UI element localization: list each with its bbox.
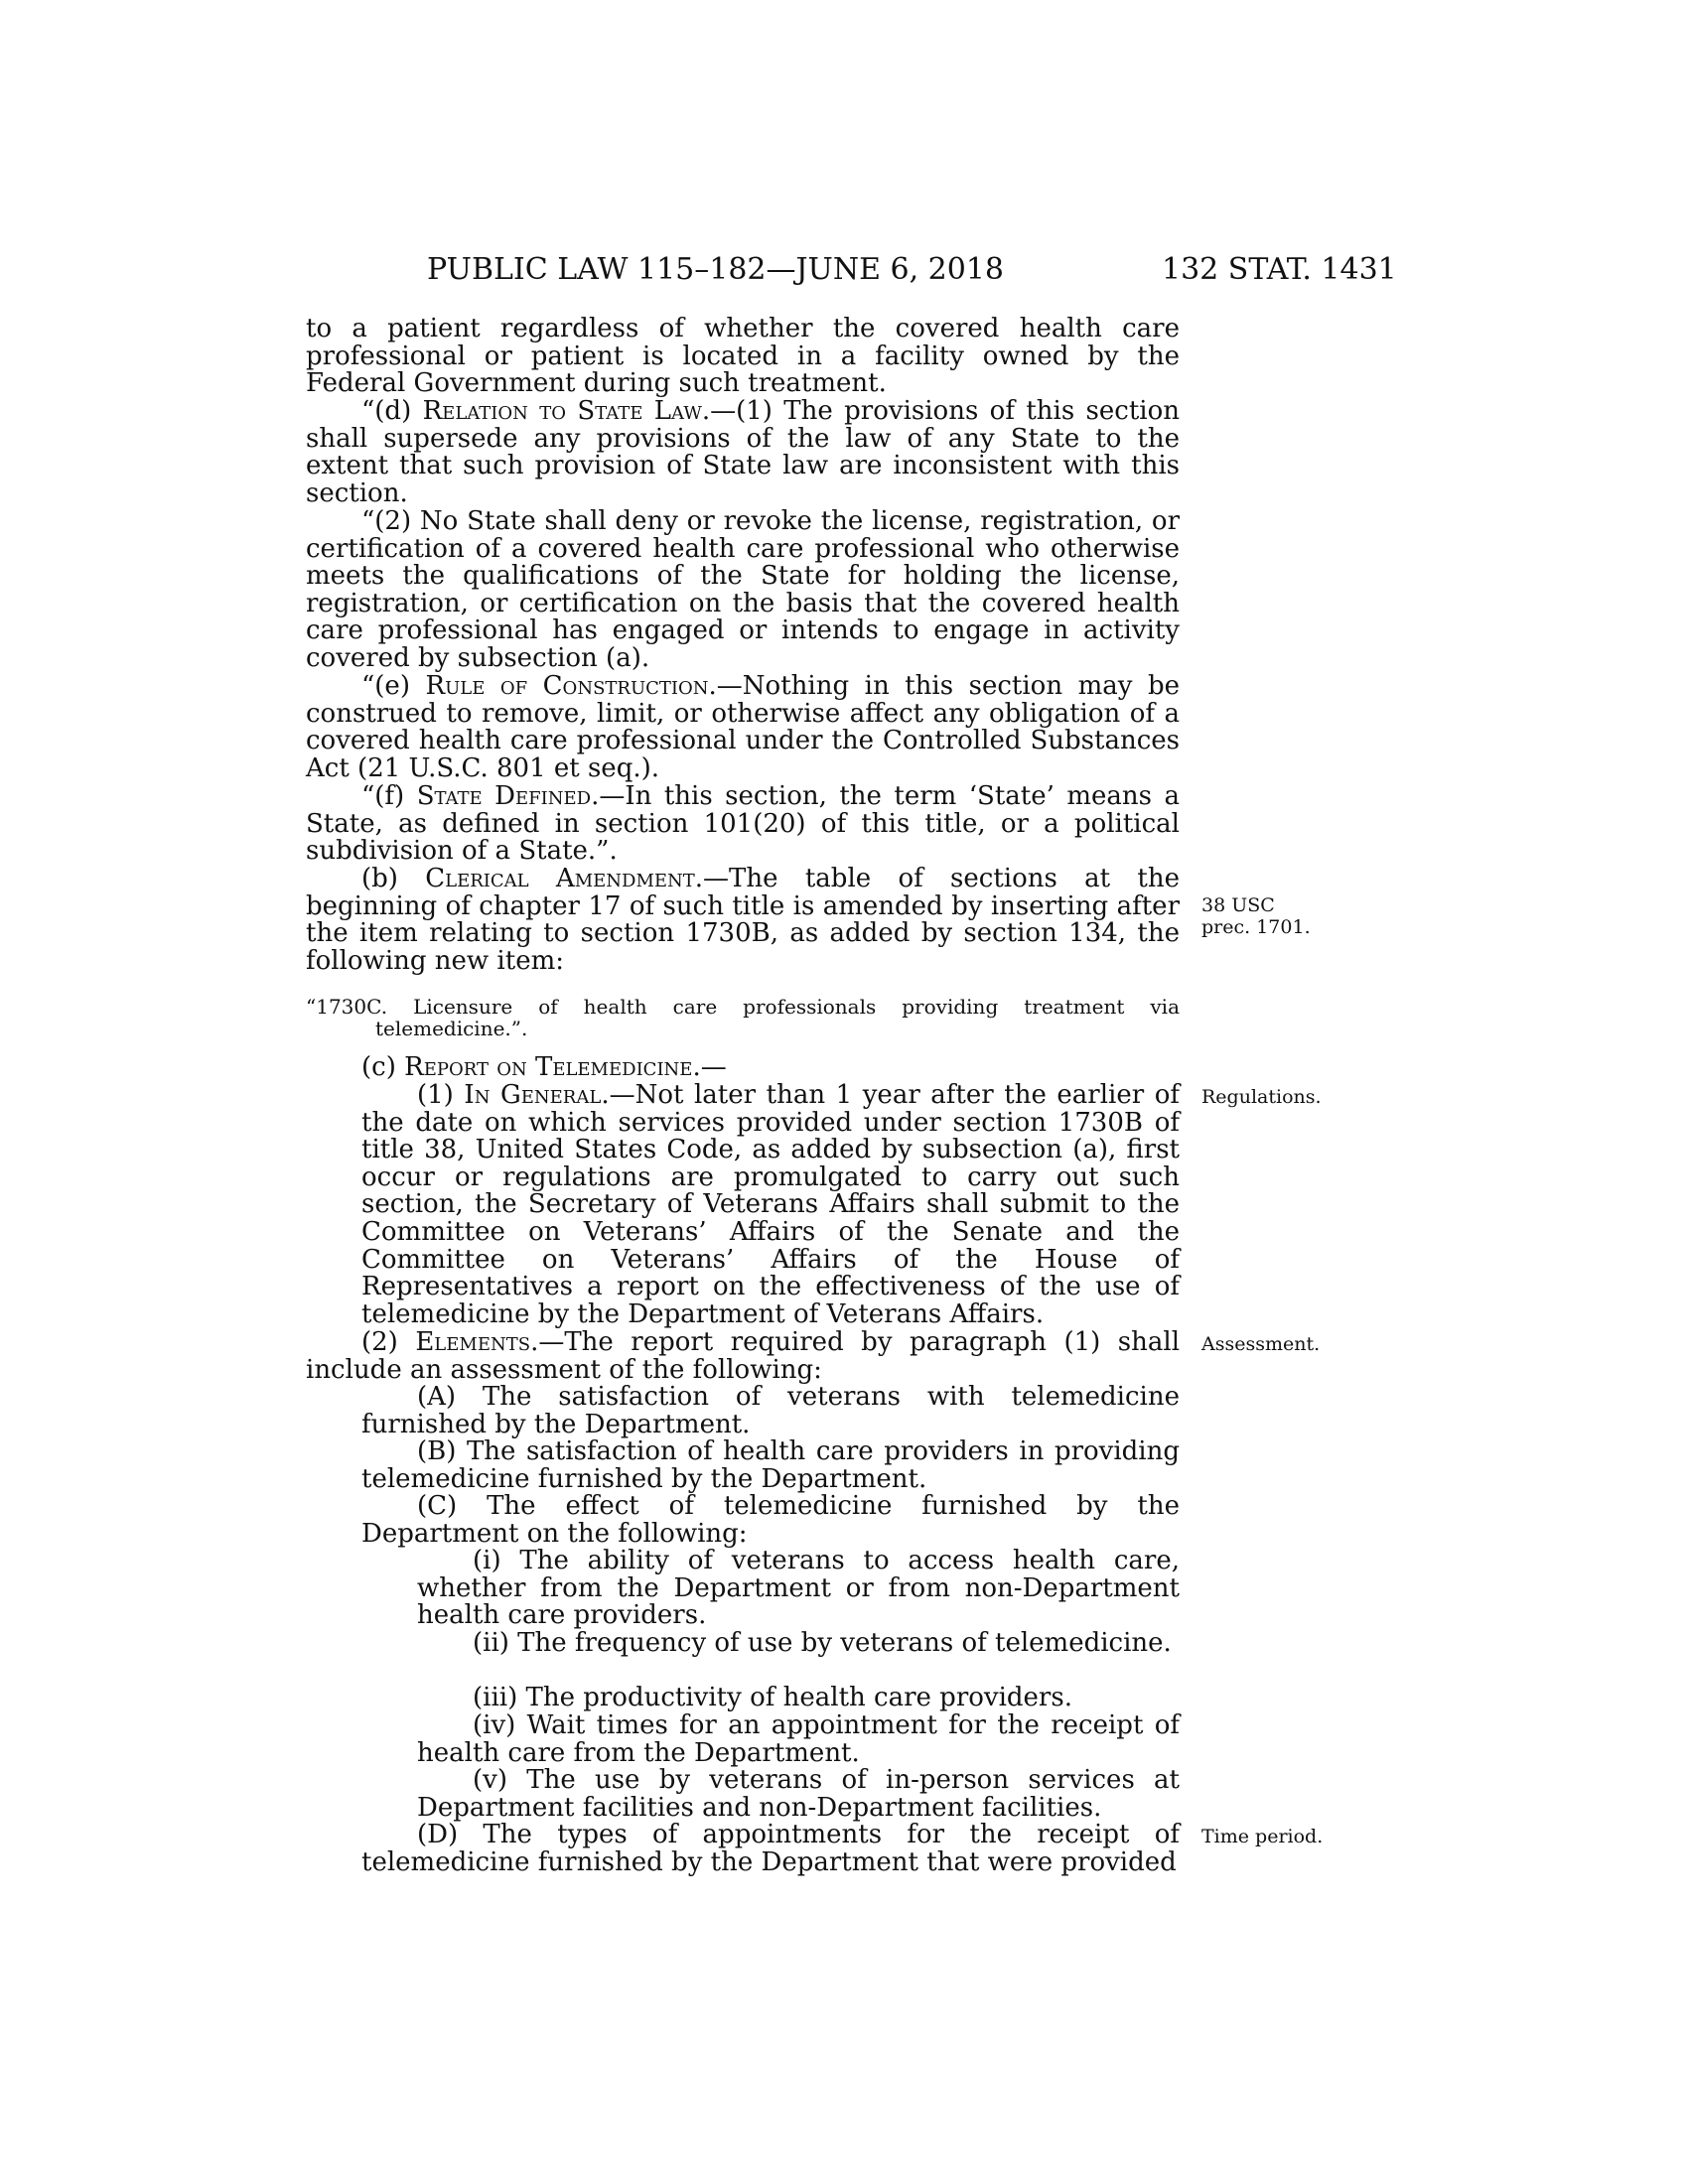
report-prefix: (c) [361,1052,396,1082]
subsection-e-heading: Rule of Construction [425,671,709,701]
element-a: (A) The satisfaction of veterans with telemedicine furnished by the Department. [361,1382,1180,1439]
subsection-e [306,673,1180,782]
table-of-sections-item: “1730C. Licensure of health care professionals providing treatment via telemedicine.”. [306,995,1180,1040]
report-text: .— [692,1052,727,1082]
element-b: (B) The satisfaction of health care providers in providing telemedicine furnished by the Department. [361,1436,1180,1494]
in-general-prefix: (1) [417,1080,454,1110]
in-general-heading: In General [464,1080,602,1110]
element-d: (D) The types of appointments for the receipt of telemedicine furnished by the Department that were provided [361,1820,1180,1877]
subsection-f-prefix: “(f) [361,781,405,811]
subsection-e-prefix: “(e) [361,671,410,701]
clerical-amendment [306,866,1180,975]
subsection-d-prefix: “(d) [361,396,412,426]
subsection-e-text: .—Nothing in this section may be construed to remove, limit, or otherwise affect any obligation of a covered health care professional under the Controlled Substances Act (21 U.S.C. 801 et seq.). [306,671,1180,783]
subsection-d-heading: Relation to State Law [422,396,702,426]
element-c: (C) The effect of telemedicine furnished by the Department on the following: [361,1491,1180,1549]
clerical-amendment-prefix: (b) [361,864,398,893]
running-header-title: PUBLIC LAW 115–182—JUNE 6, 2018 [427,252,1005,287]
subsection-d [306,398,1180,507]
subsection-f-text: .—In this section, the term ‘State’ means a State, as defined in section 101(20) of this title, or a political subdivision of a State.”. [306,781,1180,867]
subsection-f [306,783,1180,866]
report-on-telemedicine [306,1054,1180,1082]
report-heading: Report on Telemedicine [404,1052,693,1082]
margin-note-assessment: Assessment. [1201,1333,1321,1355]
margin-note-usc-line1: 38 USC [1201,894,1275,916]
elements-heading: Elements [415,1327,531,1357]
element-c-iii: (iii) The productivity of health care providers. [473,1683,1072,1712]
paragraph-in-general [361,1082,1180,1328]
elements-prefix: (2) [361,1327,398,1357]
margin-note-regulations: Regulations. [1201,1086,1322,1108]
subsection-f-heading: State Defined [416,781,592,811]
element-c-v: (v) The use by veterans of in-person services at Department facilities and non-Department facilities. [417,1765,1180,1823]
paragraph-elements [306,1329,1180,1384]
clerical-amendment-text: .—The table of sections at the beginning of chapter 17 of such title is amended by inserting after the item relating to section 1730B, as added by section 134, the following new item: [306,864,1180,976]
margin-note-usc [1201,894,1311,938]
paragraph-continuation: to a patient regardless of whether the covered health care professional or patient is located in a facility owned by the Federal Government during such treatment. [306,314,1180,399]
element-c-iv: (iv) Wait times for an appointment for the receipt of health care from the Department. [417,1710,1180,1768]
margin-note-time-period: Time period. [1201,1826,1324,1847]
page-number: 132 STAT. 1431 [1162,252,1397,287]
subsection-d-text: .—(1) The provisions of this section shall supersede any provisions of the law of any State to the extent that such provision of State law are inconsistent with this section. [306,396,1180,508]
elements-text: .—The report required by paragraph (1) shall include an assessment of the following: [306,1327,1181,1385]
in-general-text: .—Not later than 1 year after the earlier of the date on which services provided under section 1730B of title 38, United States Code, as added by subsection (a), first occur or regulations are promulgated to carry out such section, the Secretary of Veterans Affairs shall submit to the Committee on Veterans’ Affairs of the Senate and the Committee on Veterans’ Affairs of the House of Representatives a report on the effectiveness of the use of telemedicine by the Department of Veterans Affairs. [361,1080,1181,1329]
clerical-amendment-heading: Clerical Amendment [425,864,695,893]
margin-note-usc-line2: prec. 1701. [1201,916,1311,938]
element-c-i: (i) The ability of veterans to access health care, whether from the Department or from non-Department health care providers. [417,1546,1180,1631]
subsection-d-2: “(2) No State shall deny or revoke the license, registration, or certification of a covered health care professional who otherwise meets the qualifications of the State for holding the license, registration, or certification on the basis that the covered health care professional has engaged or intends to engage in activity covered by subsection (a). [306,506,1180,673]
element-c-ii: (ii) The frequency of use by veterans of telemedicine. [473,1628,1172,1658]
